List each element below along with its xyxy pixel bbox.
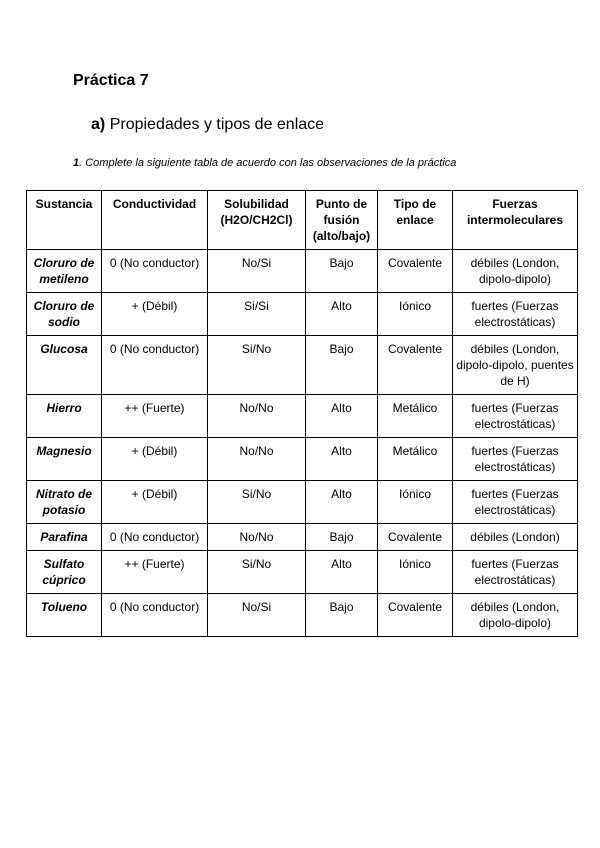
cell-tipo-enlace: Covalente: [378, 336, 453, 395]
header-solubilidad: Solubilidad (H2O/CH2Cl): [208, 191, 306, 250]
header-conductividad: Conductividad: [102, 191, 208, 250]
cell-fuerzas: fuertes (Fuerzas electrostáticas): [453, 395, 578, 438]
cell-solubilidad: No/Si: [208, 594, 306, 637]
cell-fuerzas: fuertes (Fuerzas electrostáticas): [453, 438, 578, 481]
table-row: [27, 293, 578, 336]
cell-sustancia: Cloruro de metileno: [27, 250, 102, 293]
header-sustancia: Sustancia: [27, 191, 102, 250]
table-row: [27, 395, 578, 438]
instruction: [73, 157, 456, 169]
cell-sustancia: Hierro: [27, 395, 102, 438]
header-tipo-enlace: Tipo de enlace: [378, 191, 453, 250]
cell-sustancia: Glucosa: [27, 336, 102, 395]
cell-fuerzas: fuertes (Fuerzas electrostáticas): [453, 551, 578, 594]
table-row: [27, 551, 578, 594]
table-row: [27, 481, 578, 524]
cell-tipo-enlace: Covalente: [378, 594, 453, 637]
cell-punto-fusion: Alto: [306, 395, 378, 438]
section-heading: [91, 116, 324, 134]
cell-tipo-enlace: Metálico: [378, 438, 453, 481]
cell-sustancia: Nitrato de potasio: [27, 481, 102, 524]
cell-solubilidad: Si/No: [208, 336, 306, 395]
cell-solubilidad: Si/No: [208, 481, 306, 524]
cell-conductividad: ++ (Fuerte): [102, 395, 208, 438]
cell-sustancia: Tolueno: [27, 594, 102, 637]
cell-solubilidad: No/No: [208, 395, 306, 438]
cell-punto-fusion: Bajo: [306, 250, 378, 293]
cell-punto-fusion: Alto: [306, 293, 378, 336]
cell-punto-fusion: Alto: [306, 438, 378, 481]
cell-tipo-enlace: Covalente: [378, 250, 453, 293]
cell-conductividad: + (Débil): [102, 293, 208, 336]
cell-tipo-enlace: Iónico: [378, 551, 453, 594]
cell-conductividad: 0 (No conductor): [102, 250, 208, 293]
cell-fuerzas: fuertes (Fuerzas electrostáticas): [453, 293, 578, 336]
cell-punto-fusion: Bajo: [306, 524, 378, 551]
instruction-text: . Complete la siguiente tabla de acuerdo con las observaciones de la práctica: [79, 157, 457, 169]
cell-tipo-enlace: Iónico: [378, 293, 453, 336]
instruction-number: 1: [73, 157, 80, 169]
cell-solubilidad: No/Si: [208, 250, 306, 293]
cell-solubilidad: No/No: [208, 524, 306, 551]
table-row: [27, 438, 578, 481]
section-text: Propiedades y tipos de enlace: [109, 116, 325, 133]
cell-sustancia: Magnesio: [27, 438, 102, 481]
table-row: [27, 594, 578, 637]
cell-fuerzas: débiles (London, dipolo-dipolo): [453, 594, 578, 637]
header-punto-fusion: Punto de fusión (alto/bajo): [306, 191, 378, 250]
cell-fuerzas: débiles (London): [453, 524, 578, 551]
cell-solubilidad: Si/No: [208, 551, 306, 594]
page-title: Práctica 7: [73, 72, 149, 89]
cell-fuerzas: fuertes (Fuerzas electrostáticas): [453, 481, 578, 524]
cell-punto-fusion: Bajo: [306, 594, 378, 637]
properties-table: [26, 190, 578, 637]
table-header-row: [27, 191, 578, 250]
cell-fuerzas: débiles (London, dipolo-dipolo, puentes de H): [453, 336, 578, 395]
cell-fuerzas: débiles (London, dipolo-dipolo): [453, 250, 578, 293]
cell-sustancia: Parafina: [27, 524, 102, 551]
table-row: [27, 250, 578, 293]
cell-punto-fusion: Alto: [306, 481, 378, 524]
cell-conductividad: + (Débil): [102, 438, 208, 481]
cell-conductividad: 0 (No conductor): [102, 594, 208, 637]
cell-tipo-enlace: Iónico: [378, 481, 453, 524]
cell-punto-fusion: Bajo: [306, 336, 378, 395]
table-row: [27, 524, 578, 551]
cell-sustancia: Sulfato cúprico: [27, 551, 102, 594]
cell-sustancia: Cloruro de sodio: [27, 293, 102, 336]
cell-conductividad: 0 (No conductor): [102, 524, 208, 551]
cell-conductividad: + (Débil): [102, 481, 208, 524]
cell-conductividad: ++ (Fuerte): [102, 551, 208, 594]
table-row: [27, 336, 578, 395]
cell-tipo-enlace: Metálico: [378, 395, 453, 438]
cell-solubilidad: Si/Si: [208, 293, 306, 336]
cell-punto-fusion: Alto: [306, 551, 378, 594]
section-label: a): [91, 116, 106, 133]
cell-tipo-enlace: Covalente: [378, 524, 453, 551]
header-fuerzas: Fuerzas intermoleculares: [453, 191, 578, 250]
cell-conductividad: 0 (No conductor): [102, 336, 208, 395]
cell-solubilidad: No/No: [208, 438, 306, 481]
